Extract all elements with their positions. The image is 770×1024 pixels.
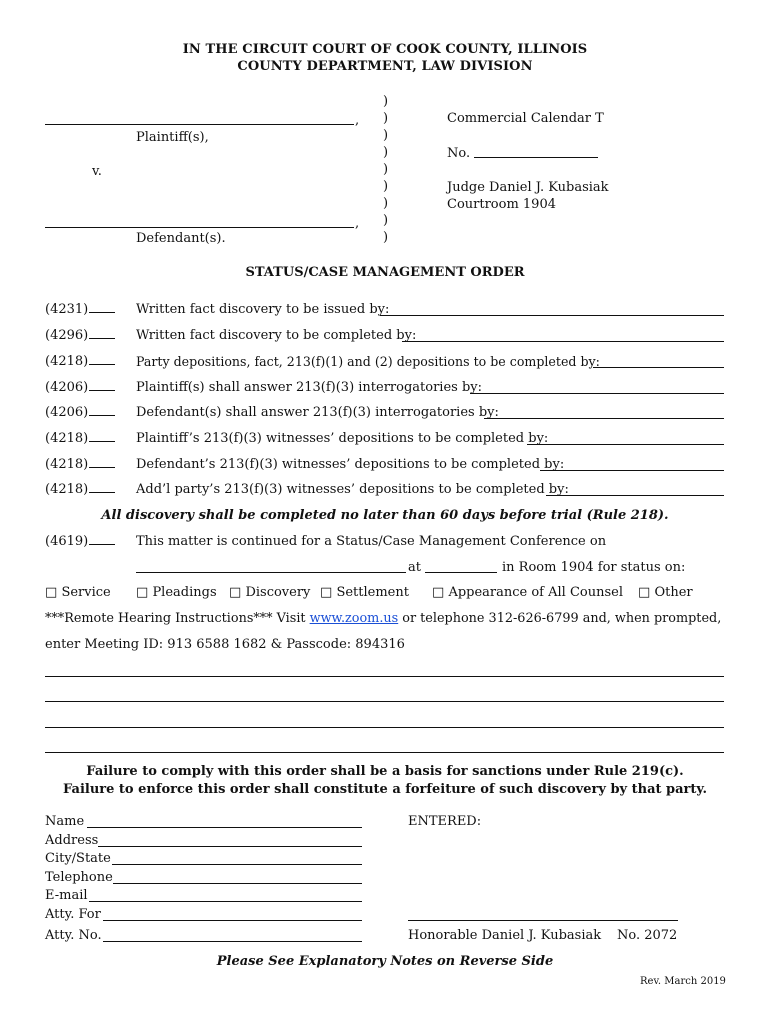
checkbox-service[interactable]: □ Service: [45, 585, 111, 600]
checkbox-discovery[interactable]: □ Discovery: [229, 585, 311, 600]
attorney-address-label: Address: [45, 833, 99, 848]
notes-line[interactable]: [45, 727, 724, 728]
checkbox-icon: □: [136, 585, 149, 600]
date-line[interactable]: [380, 315, 724, 316]
attorney-city-field[interactable]: [112, 864, 362, 865]
attorney-name-field[interactable]: [87, 827, 362, 828]
attorney-address-field[interactable]: [98, 846, 362, 847]
row-code: (4218): [45, 457, 89, 472]
date-line[interactable]: [540, 470, 724, 471]
date-line[interactable]: [402, 341, 724, 342]
date-line[interactable]: [593, 367, 724, 368]
revision-date: Rev. March 2019: [640, 976, 726, 987]
checkbox-icon: □: [320, 585, 333, 600]
signing-judge-name: Honorable Daniel J. Kubasiak: [408, 928, 602, 943]
reverse-side-note: Please See Explanatory Notes on Reverse Side: [216, 954, 554, 969]
notes-line[interactable]: [45, 676, 724, 677]
date-line[interactable]: [546, 495, 724, 496]
attorney-number-field[interactable]: [103, 941, 362, 942]
continuance-time-line[interactable]: [425, 572, 497, 573]
case-number-label: No.: [447, 146, 471, 161]
row-code-blank[interactable]: [89, 380, 115, 391]
continuance-at: at: [408, 560, 421, 575]
row-code-blank[interactable]: [89, 482, 115, 493]
row-text: Plaintiff(s) shall answer 213(f)(3) interrogatories by:: [136, 380, 483, 395]
discovery-deadline-notice: All discovery shall be completed no later than 60 days before trial (Rule 218).: [101, 508, 669, 523]
row-text: Defendant(s) shall answer 213(f)(3) interrogatories by:: [136, 405, 499, 420]
attorney-name-label: Name: [45, 814, 85, 829]
checkbox-other[interactable]: □ Other: [638, 585, 693, 600]
entered-label: ENTERED:: [408, 814, 482, 829]
attorney-for-label: Atty. For: [45, 907, 101, 922]
zoom-link[interactable]: www.zoom.us: [309, 611, 399, 626]
attorney-telephone-field[interactable]: [113, 883, 362, 884]
attorney-for-field[interactable]: [103, 920, 362, 921]
notes-line[interactable]: [45, 752, 724, 753]
row-code: (4218): [45, 431, 89, 446]
checkbox-icon: □: [45, 585, 58, 600]
continuance-code: (4619): [45, 534, 89, 549]
order-title: STATUS/CASE MANAGEMENT ORDER: [245, 265, 525, 280]
attorney-telephone-label: Telephone: [45, 870, 113, 885]
row-code-blank[interactable]: [89, 457, 115, 468]
continuance-code-wrap: [45, 534, 115, 549]
row-text: Plaintiff’s 213(f)(3) witnesses’ depositions to be completed by:: [136, 431, 549, 446]
row-code-blank[interactable]: [89, 354, 115, 365]
checkbox-pleadings[interactable]: □ Pleadings: [136, 585, 217, 600]
attorney-email-label: E-mail: [45, 888, 88, 903]
checkbox-icon: □: [432, 585, 445, 600]
row-code-blank[interactable]: [89, 302, 115, 313]
courtroom-label: Courtroom 1904: [447, 197, 556, 212]
attorney-number-label: Atty. No.: [45, 928, 102, 943]
checkbox-icon: □: [229, 585, 242, 600]
row-code: (4296): [45, 328, 89, 343]
plaintiff-name-line[interactable]: [45, 124, 354, 125]
plaintiff-label: Plaintiff(s),: [136, 130, 209, 145]
versus-label: v.: [92, 164, 102, 179]
judge-signature-line[interactable]: [408, 920, 678, 921]
checkbox-icon: □: [638, 585, 651, 600]
row-code-blank[interactable]: [89, 431, 115, 442]
defendant-comma: ,: [355, 216, 360, 231]
remote-instructions: ***Remote Hearing Instructions*** Visit www.zoom.us or telephone 312-626-6799 and, when prompted,: [45, 611, 722, 626]
date-line[interactable]: [484, 418, 724, 419]
continuance-text: This matter is continued for a Status/Case Management Conference on: [136, 534, 607, 549]
row-code: (4206): [45, 405, 89, 420]
row-code-blank[interactable]: [89, 328, 115, 339]
judge-name: Judge Daniel J. Kubasiak: [447, 180, 609, 195]
continuance-room: in Room 1904 for status on:: [502, 560, 686, 575]
date-line[interactable]: [527, 444, 724, 445]
sanctions-line-2: Failure to enforce this order shall constitute a forfeiture of such discovery by that party.: [63, 782, 707, 797]
signing-judge-number: No. 2072: [617, 928, 678, 943]
case-number-line[interactable]: [474, 157, 598, 158]
attorney-email-field[interactable]: [89, 901, 362, 902]
court-division: COUNTY DEPARTMENT, LAW DIVISION: [237, 59, 533, 74]
row-text: Add’l party’s 213(f)(3) witnesses’ depositions to be completed by:: [136, 482, 569, 497]
checkbox-settlement[interactable]: □ Settlement: [320, 585, 409, 600]
row-code: (4218): [45, 482, 89, 497]
row-text: Written fact discovery to be issued by:: [136, 302, 390, 317]
calendar-label: Commercial Calendar T: [447, 111, 604, 126]
row-code: (4218): [45, 354, 89, 369]
row-text: Defendant’s 213(f)(3) witnesses’ depositions to be completed by:: [136, 457, 565, 472]
sanctions-line-1: Failure to comply with this order shall be a basis for sanctions under Rule 219(c).: [86, 764, 684, 779]
meeting-id: enter Meeting ID: 913 6588 1682 & Passcode: 894316: [45, 637, 405, 652]
notes-line[interactable]: [45, 701, 724, 702]
date-line[interactable]: [470, 393, 724, 394]
checkbox-appearance[interactable]: □ Appearance of All Counsel: [432, 585, 624, 600]
defendant-name-line[interactable]: [45, 227, 354, 228]
row-text: Written fact discovery to be completed by:: [136, 328, 417, 343]
row-code: (4206): [45, 380, 89, 395]
continuance-date-line[interactable]: [136, 572, 406, 573]
attorney-city-label: City/State: [45, 851, 111, 866]
plaintiff-comma: ,: [355, 113, 360, 128]
defendant-label: Defendant(s).: [136, 231, 226, 246]
row-text: Party depositions, fact, 213(f)(1) and (2) depositions to be completed by:: [136, 354, 600, 369]
court-name: IN THE CIRCUIT COURT OF COOK COUNTY, ILLINOIS: [182, 42, 588, 57]
row-code-blank[interactable]: [89, 405, 115, 416]
continuance-code-blank[interactable]: [89, 534, 115, 545]
row-code: (4231): [45, 302, 89, 317]
